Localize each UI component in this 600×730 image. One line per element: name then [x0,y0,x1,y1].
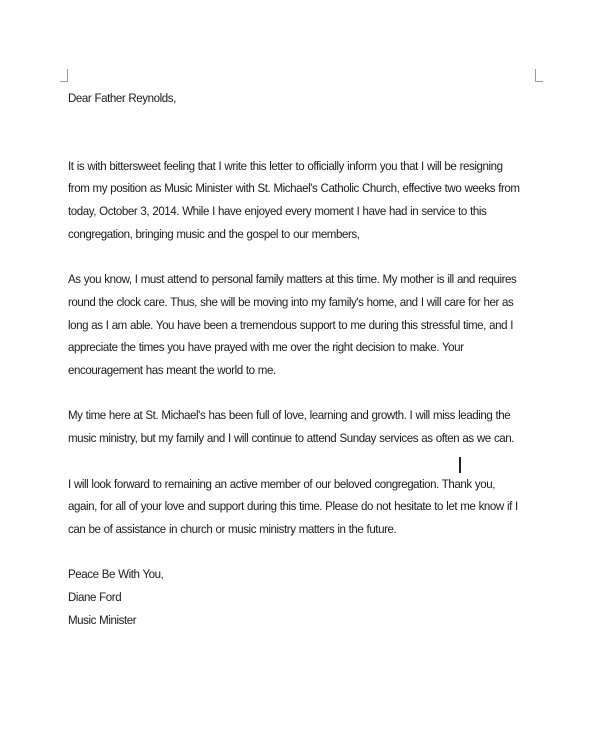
margin-corner-mark-left [60,69,68,82]
letter-paragraph-4: I will look forward to remaining an active member of our beloved congregation. Thank you, again, for all of your love and support during this time. Please do not hesitate to let me know if I can be of assistance in church or music ministry matters in the future. [68,476,518,536]
letter-paragraph-1: It is with bittersweet feeling that I write this letter to officially inform you that I will be resigning from my position as Music Minister with St. Michael's Catholic Church, effective two weeks from today, October 3, 2014. While I have enjoyed every moment I have had in service to this congregation, bringing music and the gospel to our members, [68,158,520,241]
margin-corner-mark-right [535,69,543,82]
letter-closing [68,563,520,631]
closing-title: Music Minister [68,612,137,627]
letter-body[interactable] [68,87,520,631]
closing-name: Diane Ford [68,590,122,604]
letter-paragraph-3: My time here at St. Michael's has been full of love, learning and growth. I will miss leading the music ministry, but my family and I will continue to attend Sunday services as often as we can. [68,408,515,446]
letter-salutation: Dear Father Reynolds, [68,91,176,105]
letter-paragraph-2: As you know, I must attend to personal family matters at this time. My mother is ill and requires round the clock care. Thus, she will be moving into my family's home, and I will care for her as long as I am able. You have been a tremendous support to me during this stressful time, and I appreciate the times you have prayed with me over the right decision to make. Your encouragement has meant the world to me. [68,272,517,378]
closing-sign-off: Peace Be With You, [68,567,164,582]
text-cursor [459,457,461,473]
